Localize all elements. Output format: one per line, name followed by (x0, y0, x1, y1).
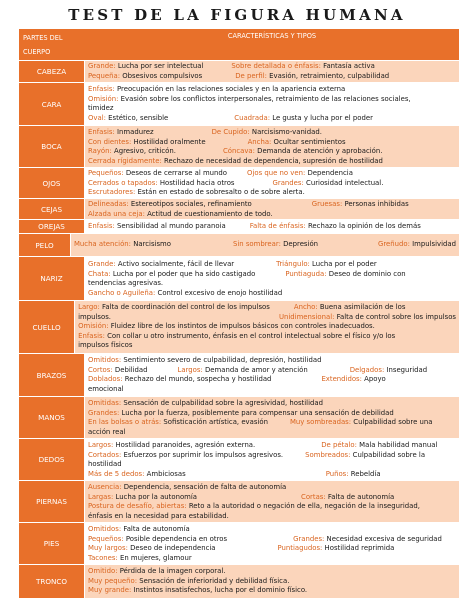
table-row (19, 126, 459, 168)
trait-description: Ocultar sentimientos (271, 137, 346, 146)
trait-keyword: Unidimensional: (278, 312, 335, 321)
trait-description: Culpabilidad sobre una (351, 418, 433, 426)
trait-keyword: De pétalo: (321, 441, 357, 449)
trait-description: Evasión, retraimiento, culpabilidad (266, 71, 390, 80)
header-parts-line2: CUERPO (23, 48, 51, 56)
trait-description: énfasis en la necesidad para estabilidad. (88, 511, 229, 520)
trait-description: Mala habilidad manual (356, 441, 438, 449)
trait-description: Falta de control sobre los impulsos (334, 312, 456, 321)
trait-description: Control excesivo de enojo hostilidad (155, 288, 283, 297)
trait-keyword: Largas: (88, 492, 114, 501)
trait-description: Activo socialmente, fácil de llevar (115, 260, 235, 268)
body-part-label: PIERNAS (19, 481, 85, 522)
trait-keyword: Énfasis: (88, 222, 115, 230)
page-title: TEST DE LA FIGURA HUMANA (68, 6, 406, 24)
trait-description: Deseo de dominio con (326, 269, 406, 278)
trait-description: Evasión sobre los conflictos interpersonales, retraimiento de las relaciones sociales, (118, 94, 411, 103)
trait-description: Falta de autonomía (121, 525, 190, 533)
trait-description: impulsos. (78, 312, 111, 321)
trait-description: Demanda de amor y atención (202, 365, 308, 374)
trait-description: Hostilidad paranoides, agresión externa. (113, 441, 256, 449)
trait-keyword: Grande: (88, 62, 116, 70)
characteristic-line (78, 322, 456, 332)
trait-keyword: Énfasis: (88, 128, 115, 136)
trait-description: tendencias agresivas. (88, 279, 164, 287)
characteristic-line (88, 210, 456, 220)
trait-keyword: Cóncava: (222, 147, 255, 155)
trait-keyword: Omitidos: (88, 525, 122, 533)
trait-description: Sensibilidad al mundo paranoia (114, 222, 226, 230)
trait-keyword: Largos: (177, 365, 203, 374)
characteristic-line (88, 483, 456, 493)
trait-keyword: Cuadrada: (234, 113, 271, 122)
trait-description: Le gusta y lucha por el poder (270, 113, 373, 122)
body-part-label: MANOS (19, 397, 85, 438)
trait-description: Lucha por ser intelectual (115, 62, 204, 70)
characteristic-line (88, 451, 456, 461)
trait-description: Actitud de cuestionamiento de todo. (144, 209, 273, 218)
trait-keyword: Énfasis: (88, 85, 115, 93)
trait-description: Con collar u otro instrumento, énfasis en el control intelectual sobre el físico y/o los (104, 331, 396, 340)
trait-keyword: Muy pequeño: (88, 576, 138, 585)
trait-description: acción real (88, 427, 126, 436)
trait-keyword: Cerrados o tapados: (88, 178, 158, 187)
trait-description: Falta de autonomía (325, 492, 395, 501)
trait-keyword: Cerrada rígidamente: (88, 156, 162, 165)
trait-description: Inmadurez (114, 128, 154, 136)
characteristics-cell (85, 257, 459, 300)
trait-description: Lucha por el poder que ha sido castigado (110, 269, 256, 278)
characteristic-line (88, 512, 456, 522)
characteristic-line (88, 95, 456, 105)
characteristic-line (88, 200, 456, 210)
characteristic-line (88, 62, 456, 72)
trait-keyword: Largos: (88, 441, 114, 449)
trait-description: Rechazo del mundo, sospecha y hostilidad (122, 375, 272, 383)
characteristics-cell (75, 301, 459, 353)
characteristic-line (88, 366, 456, 376)
trait-description: Falta de coordinación del control de los impulsos (99, 303, 270, 311)
trait-keyword: Sombreados: (305, 450, 351, 459)
trait-keyword: Tacones: (88, 553, 118, 562)
characteristic-line (88, 470, 456, 480)
characteristics-cell (85, 199, 459, 219)
characteristics-table (19, 29, 459, 599)
characteristics-cell (85, 61, 459, 82)
trait-keyword: Delineadas: (88, 200, 129, 208)
trait-description: Pérdida de la imagen corporal. (117, 567, 226, 575)
characteristics-cell (85, 481, 459, 522)
trait-keyword: Pequeños: (88, 534, 124, 543)
trait-description: Rechazo la opinión de los demás (305, 222, 421, 230)
trait-description: Apoyo (361, 375, 386, 383)
trait-description: Culpabilidad sobre la (350, 450, 426, 459)
trait-keyword: Grandes: (88, 408, 120, 417)
characteristics-cell (85, 126, 459, 167)
trait-keyword: Falta de énfasis: (249, 222, 306, 230)
characteristic-line (88, 577, 456, 587)
trait-keyword: Omitido: (88, 567, 118, 575)
trait-keyword: Omisión: (78, 322, 109, 330)
characteristic-line (78, 332, 456, 342)
trait-description: Agresivo, criticón. (111, 147, 176, 155)
characteristic-line (88, 289, 456, 299)
trait-keyword: Cortos: (88, 365, 113, 374)
trait-description: impulsos físicos (78, 341, 133, 349)
trait-keyword: Triángulo: (276, 260, 310, 268)
trait-description: timidez (88, 104, 114, 112)
table-row (19, 83, 459, 126)
characteristic-line (78, 341, 456, 351)
trait-keyword: De Cupido: (211, 128, 250, 136)
trait-description: hostilidad (88, 460, 122, 468)
characteristic-line (88, 85, 456, 95)
characteristic-line (88, 104, 456, 114)
trait-keyword: Gancho o Aguileña: (88, 288, 156, 297)
body-part-label: BRAZOS (19, 354, 85, 396)
trait-description: Posible dependencia en otros (123, 534, 228, 543)
trait-description: Reto a la autoridad o negación de ella, negación de la inseguridad, (186, 502, 420, 510)
characteristic-line (88, 157, 456, 167)
trait-description: Sentimiento severo de culpabilidad, depresión, hostilidad (121, 356, 322, 364)
trait-keyword: Postura de desafío, abiertas: (88, 502, 187, 510)
table-row (19, 220, 459, 234)
trait-keyword: Grandes: (293, 534, 325, 543)
characteristic-line (88, 535, 456, 545)
characteristics-cell (85, 168, 459, 198)
trait-keyword: Mucha atención: (73, 240, 131, 248)
trait-description: Dependencia (305, 169, 353, 177)
characteristic-line (88, 179, 456, 189)
trait-description: Necesidad excesiva de seguridad (324, 534, 442, 543)
trait-description: Demanda de atención y aprobación. (254, 147, 383, 155)
characteristics-cell (85, 523, 459, 564)
table-row (19, 397, 459, 439)
table-row (19, 565, 459, 599)
trait-keyword: Escrutadores: (88, 188, 136, 196)
characteristic-line (78, 313, 456, 323)
table-header (19, 29, 459, 61)
trait-description: Fluidez libre de los instintos de impulsos básicos con controles inadecuados. (108, 322, 375, 330)
trait-description: Lucha por el poder (309, 260, 377, 268)
characteristic-line (88, 128, 456, 138)
trait-keyword: Puños: (325, 469, 349, 478)
trait-description: Hostilidad oralmente (131, 137, 206, 146)
characteristics-cell (85, 83, 459, 125)
trait-keyword: Pequeños: (88, 169, 124, 177)
characteristic-line (88, 525, 456, 535)
table-row (19, 168, 459, 199)
body-part-label: CARA (19, 83, 85, 125)
table-row (19, 354, 459, 397)
trait-description: Buena asimilación de los (317, 303, 406, 311)
trait-keyword: Extendidos: (321, 375, 362, 383)
trait-keyword: Greñudo: (378, 240, 410, 248)
trait-keyword: Doblados: (88, 375, 123, 383)
characteristics-cell (85, 220, 459, 233)
trait-keyword: Grandes: (272, 178, 304, 187)
trait-description: Estereotipos sociales, refinamiento (128, 200, 252, 208)
body-part-label: PELO (19, 234, 71, 256)
table-row (19, 481, 459, 523)
trait-keyword: Sin sombrear: (232, 240, 281, 248)
characteristic-line (88, 356, 456, 366)
characteristic-line (88, 399, 456, 409)
body-part-label: TRONCO (19, 565, 85, 598)
trait-description: Fantasía activa (320, 62, 375, 70)
trait-keyword: Oval: (88, 113, 106, 122)
trait-keyword: Rayón: (88, 147, 112, 155)
trait-keyword: Delgados: (349, 365, 385, 374)
body-part-label: PIES (19, 523, 85, 564)
table-row (19, 61, 459, 83)
table-row (19, 199, 459, 220)
characteristic-line (88, 188, 456, 198)
trait-keyword: Muy largos: (88, 544, 128, 552)
characteristic-line (88, 554, 456, 564)
header-parts-line1: PARTES DEL (23, 34, 63, 42)
trait-description: Ambiciosas (144, 469, 186, 478)
trait-description: Inseguridad (384, 365, 428, 374)
trait-keyword: Sobre detallada o énfasis: (231, 62, 321, 70)
trait-keyword: Ancho: (293, 303, 318, 311)
characteristic-line (88, 169, 456, 179)
trait-keyword: Largo: (78, 303, 100, 311)
trait-keyword: Cortas: (301, 492, 326, 501)
table-row (19, 234, 459, 257)
trait-description: Curiosidad intelectual. (303, 178, 384, 187)
trait-description: Dependencia, sensación de falta de autonomía (121, 483, 287, 491)
characteristic-line (88, 409, 456, 419)
trait-keyword: Omitidos: (88, 356, 122, 364)
characteristic-line (88, 493, 456, 503)
trait-description: Narcisismo (131, 240, 171, 248)
trait-keyword: Pequeña: (88, 71, 121, 80)
characteristic-line (88, 147, 456, 157)
characteristic-line (78, 303, 456, 313)
trait-keyword: De perfil: (235, 71, 267, 80)
characteristic-line (88, 428, 456, 438)
trait-keyword: Muy grande: (88, 586, 132, 594)
trait-description: Sensación de culpabilidad sobre la agresividad, hostilidad (121, 399, 323, 407)
trait-description: Esfuerzos por suprimir los impulsos agresivos. (121, 450, 284, 459)
characteristics-cell (85, 354, 459, 396)
trait-description: Deseos de cerrarse al mundo (123, 169, 228, 177)
trait-description: Obsesivos compulsivos (120, 71, 203, 80)
characteristic-line (88, 279, 456, 289)
trait-description: Lucha por la fuerza, posiblemente para compensar una sensación de debilidad (119, 408, 394, 417)
header-characteristics-column: CARACTERÍSTICAS Y TIPOS (85, 29, 459, 60)
characteristics-cell (85, 565, 459, 598)
trait-description: Depresión (280, 240, 319, 248)
trait-keyword: Gruesas: (311, 200, 343, 208)
trait-description: Hostilidad hacia otros (157, 178, 235, 187)
characteristic-line (74, 240, 456, 250)
characteristic-line (88, 586, 456, 596)
characteristic-line (88, 418, 456, 428)
trait-keyword: Ojos que no ven: (247, 169, 306, 177)
characteristic-line (88, 72, 456, 82)
trait-keyword: Más de 5 dedos: (88, 469, 145, 478)
trait-keyword: Con dientes: (88, 137, 132, 146)
characteristics-cell (85, 439, 459, 480)
trait-keyword: Omitidas: (88, 399, 122, 407)
trait-keyword: Omisión: (88, 94, 119, 103)
trait-keyword: Énfasis: (78, 331, 105, 340)
trait-keyword: Puntiagudos: (277, 544, 323, 552)
body-part-label: CABEZA (19, 61, 85, 82)
trait-description: Deseo de independencia (127, 544, 216, 552)
body-part-label: CEJAS (19, 199, 85, 219)
characteristics-cell (71, 234, 459, 256)
characteristic-line (88, 222, 456, 232)
table-row (19, 439, 459, 481)
trait-description: Rebeldía (348, 469, 381, 478)
table-row (19, 257, 459, 301)
characteristic-line (88, 375, 456, 385)
header-parts-column (19, 29, 85, 60)
characteristic-line (88, 441, 456, 451)
table-row (19, 301, 459, 354)
trait-description: emocional (88, 384, 124, 393)
trait-description: Hostilidad reprimida (322, 544, 395, 552)
trait-keyword: Puntiaguda: (285, 269, 327, 278)
trait-description: Rechazo de necesidad de dependencia, supresión de hostilidad (161, 156, 383, 165)
body-part-label: OJOS (19, 168, 85, 198)
trait-keyword: Muy sombreadas: (289, 418, 352, 426)
characteristic-line (88, 567, 456, 577)
characteristic-line (88, 270, 456, 280)
trait-description: Sensación de inferioridad y debilidad física. (137, 576, 290, 585)
trait-description: Instintos insatisfechos, lucha por el dominio físico. (131, 586, 308, 594)
characteristic-line (88, 460, 456, 470)
characteristics-cell (85, 397, 459, 438)
body-part-label: BOCA (19, 126, 85, 167)
trait-description: Están en estado de sobresalto o de sobre alerta. (135, 188, 305, 196)
trait-description: Narcisismo-vanidad. (249, 128, 322, 136)
trait-keyword: Alzada una ceja: (88, 209, 145, 218)
body-part-label: NARIZ (19, 257, 85, 300)
trait-description: Personas inhibidas (342, 200, 409, 208)
trait-description: Lucha por la autonomía (113, 492, 198, 501)
trait-keyword: Ancha: (247, 137, 272, 146)
characteristic-line (88, 502, 456, 512)
body-part-label: DEDOS (19, 439, 85, 480)
trait-description: En mujeres, glamour (117, 553, 192, 562)
characteristic-line (88, 385, 456, 395)
trait-keyword: Cortados: (88, 450, 122, 459)
trait-keyword: Chata: (88, 269, 111, 278)
trait-keyword: En las bolsas o atrás: (88, 418, 162, 426)
table-row (19, 523, 459, 565)
characteristic-line (88, 138, 456, 148)
characteristic-line (88, 260, 456, 270)
characteristic-line (88, 114, 456, 124)
trait-keyword: Grande: (88, 260, 116, 268)
trait-description: Sofisticación artística, evasión (161, 418, 268, 426)
body-part-label: OREJAS (19, 220, 85, 233)
trait-keyword: Ausencia: (88, 483, 122, 491)
trait-description: Impulsividad (409, 240, 456, 248)
body-part-label: CUELLO (19, 301, 75, 353)
trait-description: Debilidad (112, 365, 148, 374)
characteristic-line (88, 544, 456, 554)
trait-description: Preocupación en las relaciones sociales y en la apariencia externa (114, 85, 346, 93)
trait-description: Estético, sensible (105, 113, 169, 122)
